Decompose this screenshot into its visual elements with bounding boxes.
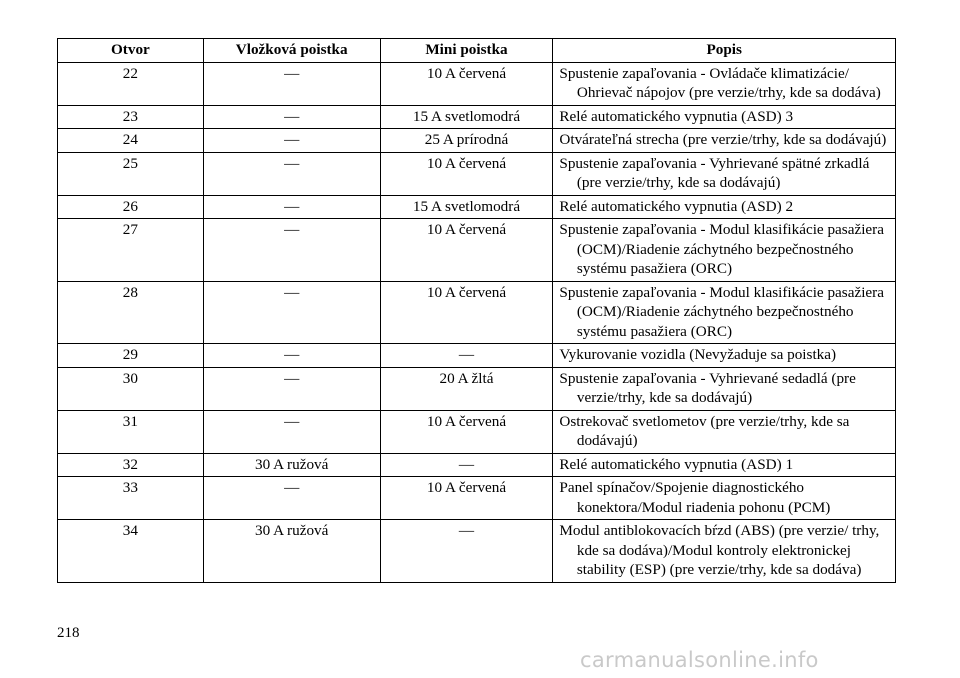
cell-popis <box>553 219 896 282</box>
header-mini-poistka: Mini poistka <box>380 39 553 63</box>
table-row <box>58 410 896 453</box>
cell-vlozkova-poistka: — <box>203 129 380 153</box>
cell-vlozkova-poistka: — <box>203 62 380 105</box>
cell-mini-poistka: 10 A červená <box>380 477 553 520</box>
cell-otvor: 34 <box>58 520 204 583</box>
cell-otvor: 26 <box>58 195 204 219</box>
cell-popis <box>553 62 896 105</box>
page-number: 218 <box>57 625 80 641</box>
cell-popis <box>553 520 896 583</box>
cell-mini-poistka: 15 A svetlomodrá <box>380 195 553 219</box>
cell-popis <box>553 453 896 477</box>
cell-vlozkova-poistka: — <box>203 477 380 520</box>
table-row <box>58 281 896 344</box>
description-text: Spustenie zapaľovania - Vyhrievané spätné zrkadlá (pre verzie/trhy, kde sa dodávajú) <box>559 154 870 191</box>
description-text: Spustenie zapaľovania - Ovládače klimatizácie/ Ohrievač nápojov (pre verzie/trhy, kde sa dodáva) <box>559 64 881 101</box>
description-text: Vykurovanie vozidla (Nevyžaduje sa poistka) <box>559 346 837 363</box>
table-row <box>58 152 896 195</box>
cell-vlozkova-poistka: — <box>203 105 380 129</box>
cell-otvor: 29 <box>58 344 204 368</box>
table-row <box>58 219 896 282</box>
cell-vlozkova-poistka: — <box>203 152 380 195</box>
cell-mini-poistka: 25 A prírodná <box>380 129 553 153</box>
table-row <box>58 344 896 368</box>
cell-otvor: 23 <box>58 105 204 129</box>
cell-popis <box>553 105 896 129</box>
table-row <box>58 367 896 410</box>
cell-vlozkova-poistka: — <box>203 195 380 219</box>
table-row <box>58 195 896 219</box>
cell-otvor: 30 <box>58 367 204 410</box>
description-text: Relé automatického vypnutia (ASD) 2 <box>559 197 794 215</box>
cell-popis <box>553 281 896 344</box>
description-text: Relé automatického vypnutia (ASD) 1 <box>559 455 794 473</box>
table-row <box>58 105 896 129</box>
table-row <box>58 129 896 153</box>
table-row <box>58 453 896 477</box>
table-row <box>58 477 896 520</box>
cell-mini-poistka: 10 A červená <box>380 410 553 453</box>
cell-otvor: 25 <box>58 152 204 195</box>
table-row <box>58 520 896 583</box>
cell-mini-poistka: 20 A žltá <box>380 367 553 410</box>
cell-vlozkova-poistka: — <box>203 219 380 282</box>
cell-popis <box>553 344 896 368</box>
cell-otvor: 32 <box>58 453 204 477</box>
description-text: Otvárateľná strecha (pre verzie/trhy, kde sa dodávajú) <box>559 131 887 148</box>
description-text: Spustenie zapaľovania - Vyhrievané sedadlá (pre verzie/trhy, kde sa dodávajú) <box>559 369 856 406</box>
cell-mini-poistka: 10 A červená <box>380 152 553 195</box>
description-text: Spustenie zapaľovania - Modul klasifikácie pasažiera (OCM)/Riadenie záchytného bezpečnostného systému pasažiera (ORC) <box>559 221 884 277</box>
header-popis: Popis <box>553 39 896 63</box>
cell-mini-poistka: 15 A svetlomodrá <box>380 105 553 129</box>
cell-otvor: 27 <box>58 219 204 282</box>
description-text: Ostrekovač svetlometov (pre verzie/trhy, kde sa dodávajú) <box>559 412 850 449</box>
cell-popis <box>553 152 896 195</box>
description-text: Spustenie zapaľovania - Modul klasifikácie pasažiera (OCM)/Riadenie záchytného bezpečnostného systému pasažiera (ORC) <box>559 283 884 340</box>
cell-otvor: 28 <box>58 281 204 344</box>
cell-vlozkova-poistka: — <box>203 344 380 368</box>
cell-otvor: 33 <box>58 477 204 520</box>
cell-popis <box>553 410 896 453</box>
description-text: Relé automatického vypnutia (ASD) 3 <box>559 107 794 125</box>
cell-otvor: 31 <box>58 410 204 453</box>
watermark: carmanualsonline.info <box>580 648 819 672</box>
cell-mini-poistka: — <box>380 344 553 368</box>
cell-mini-poistka: — <box>380 453 553 477</box>
cell-vlozkova-poistka: — <box>203 367 380 410</box>
cell-popis <box>553 129 896 153</box>
header-vlozkova-poistka: Vložková poistka <box>203 39 380 63</box>
fuse-table <box>57 38 896 583</box>
cell-otvor: 22 <box>58 62 204 105</box>
cell-vlozkova-poistka: 30 A ružová <box>203 520 380 583</box>
cell-mini-poistka: — <box>380 520 553 583</box>
cell-mini-poistka: 10 A červená <box>380 219 553 282</box>
cell-popis <box>553 195 896 219</box>
cell-vlozkova-poistka: — <box>203 281 380 344</box>
description-text: Modul antiblokovacích bŕzd (ABS) (pre verzie/ trhy, kde sa dodáva)/Modul kontroly elektronickej stability (ESP) (pre verzie/trhy, kde sa dodáva) <box>559 522 880 578</box>
header-otvor: Otvor <box>58 39 204 63</box>
table-row <box>58 62 896 105</box>
cell-popis <box>553 477 896 520</box>
cell-popis <box>553 367 896 410</box>
table-header-row <box>58 39 896 63</box>
cell-otvor: 24 <box>58 129 204 153</box>
cell-mini-poistka: 10 A červená <box>380 281 553 344</box>
description-text: Panel spínačov/Spojenie diagnostického konektora/Modul riadenia pohonu (PCM) <box>559 479 831 516</box>
cell-vlozkova-poistka: — <box>203 410 380 453</box>
cell-mini-poistka: 10 A červená <box>380 62 553 105</box>
cell-vlozkova-poistka: 30 A ružová <box>203 453 380 477</box>
